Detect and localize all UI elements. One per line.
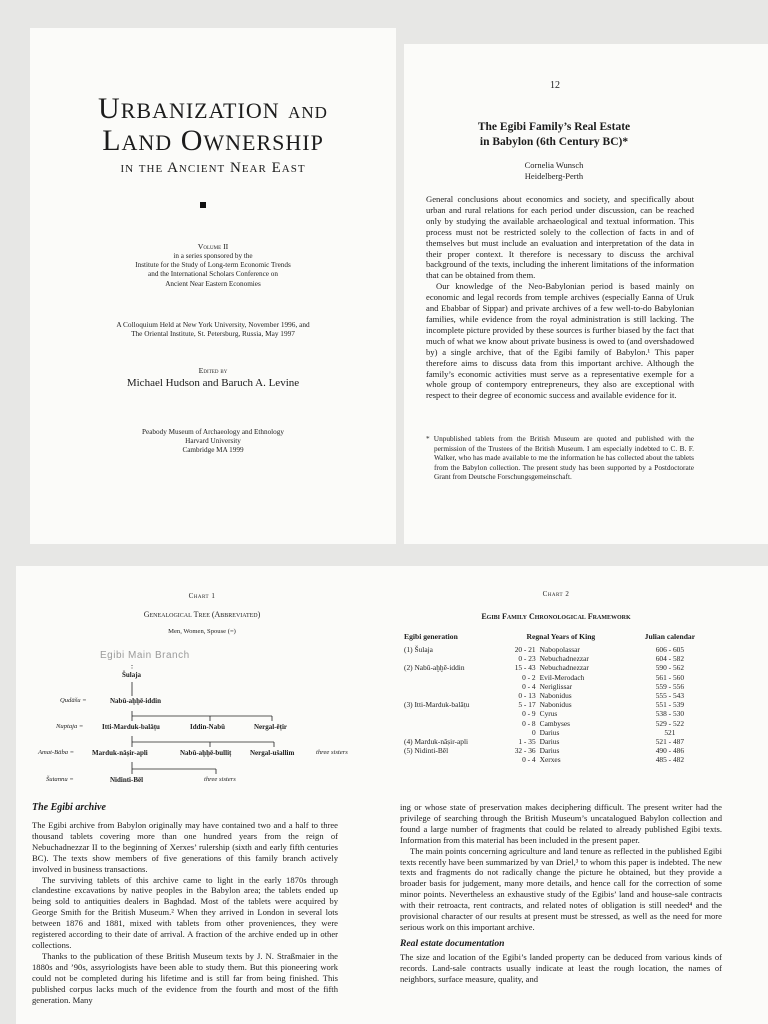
- king-cell: Evil-Merodach: [539, 672, 585, 682]
- paragraph: General conclusions about economics and society, and specifically about urban and rural relations for each period under discussion, can be reached only by studying the available archaeological and textual information. This process must not be restricted solely to the collection of facts in and of themselves but must include an evaluation and interpretation of the data in their proper context. It therefore is necessary to discuss the archival background of the texts, including the inherent limitations of the information that can be obtained from them.: [426, 194, 694, 281]
- generation-cell: [404, 654, 496, 663]
- julian-years-cell: 551 - 539: [655, 700, 685, 710]
- table-row: [404, 746, 714, 755]
- colloquium-note: A Colloquium Held at New York University, November 1996, and The Oriental Institute, St. Petersburg, Russia, May 1997: [116, 320, 310, 339]
- chart-label: Chart 1: [188, 592, 216, 600]
- generation-cell: (1) Šulaja: [404, 645, 433, 654]
- generation-cell: (5) Nidinti-Bēl: [404, 746, 449, 756]
- king-cell: Nabopolassar: [539, 645, 580, 654]
- table-row: [404, 645, 714, 654]
- paragraph: The Egibi archive from Babylon originally may have contained two and a half to three thousand tablets covering more than one hundred years from the reign of Nebuchadnezzar II to the beginning of Xerxes’ rulership (sixth and early fifth centuries BC). The texts show members of five generations of this family branch actively involved in business transactions.: [32, 820, 338, 874]
- paragraph: ing or whose state of preservation makes deciphering difficult. The present writer had the privilege of searching through the British Museum’s uncatalogued Babylon collection and found a large number of fragments that could be related to already published Egibi texts. Information from this material has been included in the present paper.: [400, 802, 722, 845]
- gen3-node: Itti-Marduk-balāṭu: [102, 723, 160, 731]
- king-cell: Nebuchadnezzar: [539, 654, 589, 664]
- gen3-node: Nergal-ēṭir: [254, 723, 288, 731]
- regnal-years-cell: 20 - 21: [514, 645, 536, 654]
- volume-label: Volume II: [197, 242, 229, 251]
- regnal-years-cell: 0 - 4: [522, 755, 536, 765]
- paragraph: The main points concerning agriculture and land tenure as reflected in the published Egibi texts recently have been summarized by van Driel,³ to whom this paper is indebted. The new texts and fragments do not radically change the picture he obtained, but they provide a broader basis for judgement, many more details, and hence call for the correction of some minor points. Nevertheless an exhaustive study of the Egibis’ land and house-sale contracts with their retroacta, rent contracts, and related notes of obligation is still needed⁴ and the provisional character of our results at present must be stressed, as well as the need for more serious work on this important archive.: [400, 845, 722, 932]
- king-cell: Darius: [539, 727, 560, 737]
- section-heading: Real estate documentation: [400, 937, 505, 949]
- chart-title: Genealogical Tree (Abbreviated): [143, 610, 261, 619]
- paper-first-page: [404, 44, 768, 544]
- square-ornament: [200, 202, 206, 208]
- chart-title: Egibi Family Chronological Framework: [481, 612, 631, 621]
- generation-cell: (3) Itti-Marduk-balāṭu: [404, 700, 470, 710]
- julian-years-cell: 490 - 486: [655, 746, 685, 756]
- chart-legend: Men, Women, Spouse (=): [168, 628, 236, 635]
- king-cell: Cambyses: [539, 718, 571, 728]
- gen2-node: Nabû-aḫḫē-iddin: [110, 697, 161, 705]
- gen2-spouse: Qudāšu =: [60, 697, 87, 704]
- regnal-years-cell: 1 - 35: [518, 737, 536, 747]
- genealogy-page: [16, 566, 388, 1024]
- regnal-years-cell: 0 - 23: [518, 654, 536, 664]
- gen5-node: Nidinti-Bēl: [110, 776, 144, 784]
- table-row: [404, 755, 714, 764]
- regnal-years-cell: 0 - 13: [518, 691, 536, 701]
- chronology-table: [404, 632, 714, 765]
- generation-cell: [404, 691, 496, 700]
- publisher: Peabody Museum of Archaeology and Ethnology Harvard University Cambridge MA 1999: [142, 428, 284, 455]
- author-name: Cornelia Wunsch: [524, 160, 584, 170]
- king-cell: Darius: [539, 746, 560, 756]
- gen4-spouse: Amat-Bāba =: [38, 749, 75, 756]
- king-cell: Nabonidus: [539, 700, 572, 710]
- author-block: [404, 160, 704, 182]
- branch-label: Egibi Main Branch: [100, 650, 190, 661]
- paragraph: The surviving tablets of this archive came to light in the early 1870s through clandestine excavations by native peoples in the Babylon area; the tablets ended up being sold to antiquities dealers in Baghdad. Most of the tablets were acquired by George Smith for the British Museum.² When they arrived in London in several lots between 1876 and 1881, mixed with tablets from other proveniences, they were registered according to their date of arrival. A fraction of the archive ended up in other collections.: [32, 874, 338, 950]
- chart-label: Chart 2: [542, 590, 570, 598]
- julian-years-cell: 538 - 530: [655, 709, 685, 719]
- paragraph: Thanks to the publication of these British Museum texts by J. N. Straßmaier in the 1880s and ’90s, assyriologists have been able to study them. But this pioneering work could not be completed during his lifetime and is still far from being finished. This published corpus lacks much of the evidence from the fourth and most of the fifth generation. Many: [32, 950, 338, 1005]
- julian-years-cell: 521 - 487: [655, 737, 685, 747]
- footnote: * Unpublished tablets from the British Museum are quoted and published with the permission of the Trustees of the British Museum. I am especially indebted to C. B. F. Walker, who has made available to me the information he has collected about the tablets from the Babylon collection. The present study has been supported by a Postdoctorate Grant from Deutsche Forschungsgemeinschaft.: [426, 434, 694, 482]
- king-cell: Neriglissar: [539, 681, 573, 691]
- book-title-line1: URBANIZATION AND: [98, 92, 328, 125]
- title-page: [30, 28, 396, 544]
- paper-title: The Egibi Family’s Real Estate in Babylon (6th Century BC)*: [477, 121, 631, 148]
- chronology-page: [376, 566, 768, 1024]
- king-cell: Darius: [539, 737, 560, 747]
- table-row: [404, 663, 714, 672]
- king-cell: Cyrus: [539, 709, 558, 719]
- table-header-row: [404, 632, 714, 645]
- regnal-years-cell: 32 - 36: [514, 746, 536, 756]
- gen3-spouse: Nuptaja =: [56, 723, 84, 730]
- generation-cell: (4) Marduk-nāṣir-apli: [404, 737, 469, 747]
- table-row: [404, 654, 714, 663]
- regnal-years-cell: 0: [531, 727, 536, 737]
- table-row: [404, 673, 714, 682]
- gen4-node: Marduk-nāṣir-apli: [92, 749, 148, 757]
- regnal-years-cell: 0 - 4: [522, 681, 536, 691]
- table-body: [404, 645, 714, 765]
- table-row: [404, 700, 714, 709]
- regnal-years-cell: 5 - 17: [518, 700, 536, 710]
- regnal-years-cell: 0 - 2: [522, 672, 536, 682]
- regnal-years-cell: 0 - 8: [522, 718, 536, 728]
- table-row: [404, 691, 714, 700]
- generation-cell: (2) Nabû-aḫḫē-iddin: [404, 663, 465, 673]
- page-number: 12: [550, 80, 560, 91]
- julian-years-cell: 606 - 605: [655, 645, 685, 654]
- julian-years-cell: 604 - 582: [655, 654, 685, 664]
- paragraph: The size and location of the Egibi’s landed property can be deduced from various kinds of records. Land-sale contracts usually indicate at least the rough location, the names of neighbors, surface measure, quality, and: [400, 951, 722, 984]
- julian-years-cell: 559 - 556: [655, 681, 685, 691]
- table-row: [404, 728, 714, 737]
- column-header: Egibi generation: [404, 632, 458, 641]
- king-cell: Nabonidus: [539, 691, 572, 701]
- generation-cell: [404, 755, 496, 764]
- king-cell: Xerxes: [539, 755, 561, 765]
- section-heading: The Egibi archive: [32, 802, 106, 813]
- archive-text: [32, 820, 338, 1005]
- julian-years-cell: 555 - 543: [655, 691, 685, 701]
- table-row: [404, 682, 714, 691]
- gen5-note: three sisters: [204, 776, 236, 783]
- editors: Michael Hudson and Baruch A. Levine: [126, 377, 300, 389]
- generation-cell: [404, 728, 496, 737]
- column-header: Regnal Years of King: [526, 632, 596, 641]
- gen5-spouse: Šutannu =: [46, 776, 74, 783]
- paragraph: Our knowledge of the Neo-Babylonian period is based mainly on economic and legal records from temple archives (especially Eanna of Uruk and Ebabbar of Sippar) and private archives of a few well-to-do Babylonian families, while evidence from the royal administration is still lacking. The incomplete picture provided by these sources is further biased by the fact that much of what we know about private business is owed to (and overshadowed by) a single archive, that of the Egibi family of Babylon.¹ This paper therefore aims to discuss data from this important archive. Although the family’s economic activities must serve as a representative exemple for a whole group of contempory entrepreneurs, they also are exceptional with respect to their degree of economic success and available evidence for it.: [426, 281, 694, 401]
- julian-years-cell: 561 - 560: [655, 672, 685, 682]
- julian-years-cell: 529 - 522: [655, 718, 685, 728]
- table-row: [404, 719, 714, 728]
- table-row: [404, 737, 714, 746]
- gen4-node: Nergal-ušallim: [250, 749, 295, 757]
- regnal-years-cell: 0 - 9: [522, 709, 536, 719]
- julian-years-cell: 590 - 562: [655, 663, 685, 673]
- gen4-note: three sisters: [316, 749, 348, 756]
- generation-cell: [404, 682, 496, 691]
- continued-text: [400, 802, 722, 985]
- author-affiliation: Heidelberg-Perth: [524, 171, 584, 181]
- generation-cell: [404, 709, 496, 718]
- table-row: [404, 709, 714, 718]
- book-subtitle: in the Ancient Near East: [120, 160, 306, 176]
- generation-cell: [404, 673, 496, 682]
- column-header: Julian calendar: [644, 632, 696, 641]
- gen3-node: Iddin-Nabû: [190, 723, 226, 731]
- series-note: in a series sponsored by the Institute for the Study of Long-term Economic Trends and the International Scholars Conference on Ancient Near Eastern Economies: [135, 252, 291, 288]
- julian-years-cell: 485 - 482: [655, 755, 685, 765]
- gen1-node: Šulaja: [122, 671, 142, 679]
- regnal-years-cell: 15 - 43: [514, 663, 536, 673]
- book-title-line2: LAND OWNERSHIP: [102, 124, 324, 157]
- edited-by-label: Edited by: [198, 366, 228, 375]
- gen4-node: Nabû-aḫḫē-bulliṭ: [180, 749, 232, 757]
- julian-years-cell: 521: [664, 727, 676, 737]
- paper-body: [426, 194, 694, 401]
- generation-cell: [404, 719, 496, 728]
- king-cell: Nebuchadnezzar: [539, 663, 589, 673]
